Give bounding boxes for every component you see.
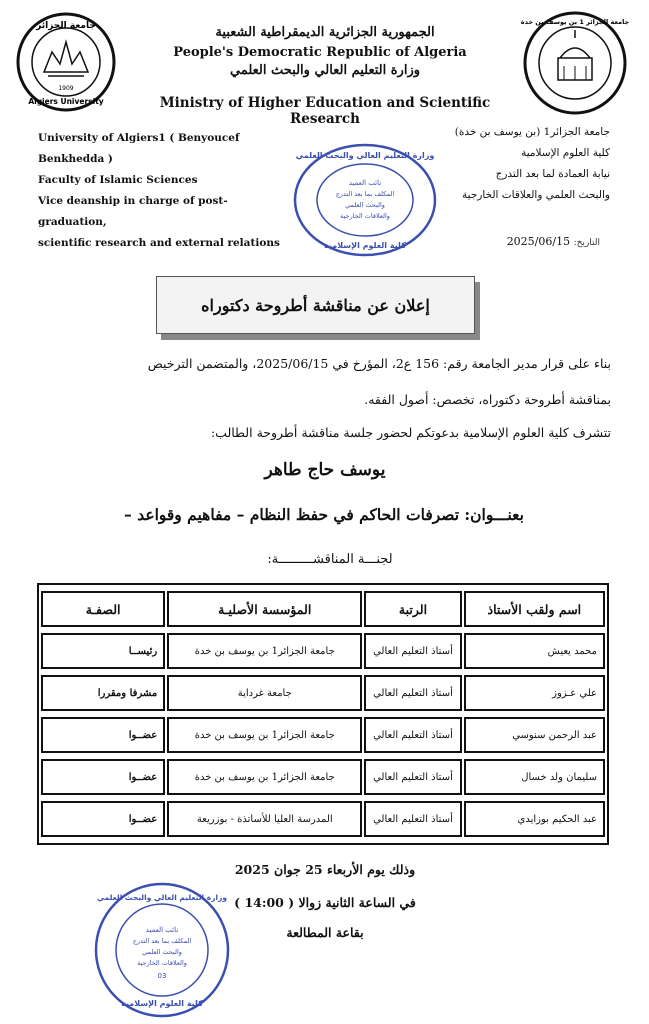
svg-text:كلية العلوم الإسلامية: كلية العلوم الإسلامية (324, 241, 406, 250)
thesis-subject: بعنـــوان: تصرفات الحاكم في حفظ النظام – مفاهيم وقواعد – (124, 505, 524, 524)
announcement-title: إعلان عن مناقشة أطروحة دكتوراه (156, 276, 475, 334)
member-name: علي عـزوز (464, 675, 605, 711)
vice-deanship-ar-2: والبحث العلمي والعلاقات الخارجية (461, 189, 610, 201)
member-role: عضــوا (41, 759, 165, 795)
table-row (41, 759, 605, 795)
table-row (41, 717, 605, 753)
svg-text:جامعة الجزائر: جامعة الجزائر (36, 21, 96, 31)
svg-text:والبحث العلمي: والبحث العلمي (345, 201, 385, 209)
official-stamp-top (290, 140, 440, 260)
member-name: محمد يعيش (464, 633, 605, 669)
institution-block-arabic (430, 122, 610, 206)
member-rank: أستاذ التعليم العالي (364, 633, 461, 669)
republic-english: People's Democratic Republic of Algeria (173, 45, 467, 60)
svg-text:والعلاقات الخارجية: والعلاقات الخارجية (340, 212, 390, 220)
institution-block-english (38, 128, 288, 254)
vice-deanship-ar: نيابة العمادة لما بعد التدرج (495, 168, 610, 180)
header-institution: المؤسسة الأصليـة (167, 591, 362, 627)
member-rank: أستاذ التعليم العالي (364, 717, 461, 753)
vice-deanship-en-2: scientific research and external relations (38, 237, 280, 249)
defense-time: في الساعة الثانية زوالا ( 14:00 ) (234, 895, 416, 910)
member-role: مشرفا ومقررا (41, 675, 165, 711)
university-name-ar: جامعة الجزائر1 (بن يوسف بن خدة) (454, 126, 610, 138)
member-institution: جامعة الجزائر1 بن يوسف بن خدة (167, 717, 362, 753)
ministry-english: Ministry of Higher Education and Scientific Research (159, 95, 491, 127)
university-algiers1-logo (520, 10, 630, 116)
svg-text:نائب العميد: نائب العميد (348, 179, 382, 187)
member-role: عضــوا (41, 801, 165, 837)
faculty-name-ar: كلية العلوم الإسلامية (521, 147, 610, 159)
student-name: يوسف حاج طاهر (264, 460, 386, 480)
member-name: عبد الرحمن سنوسي (464, 717, 605, 753)
svg-text:جامعة الجزائر 1 بن يوسف بن خدة: جامعة الجزائر 1 بن يوسف بن خدة (520, 18, 630, 26)
defense-location: بقاعة المطالعة (286, 925, 364, 940)
table-row (41, 633, 605, 669)
member-institution: جامعة غرداية (167, 675, 362, 711)
committee-label: لجنـــة المناقشـــــــــة: (267, 552, 393, 567)
member-name: سليمان ولد خسال (464, 759, 605, 795)
table-row (41, 675, 605, 711)
header-rank: الرتبة (364, 591, 461, 627)
republic-arabic: الجمهورية الجزائرية الديمقراطية الشعبية (215, 25, 435, 40)
vice-deanship-en: Vice deanship in charge of post-graduation, (38, 195, 228, 228)
defense-date: وذلك يوم الأربعاء 25 جوان 2025 (234, 862, 416, 877)
table-row (41, 801, 605, 837)
member-name: عبد الحكيم بوزايدي (464, 801, 605, 837)
member-institution: جامعة الجزائر1 بن يوسف بن خدة (167, 759, 362, 795)
svg-text:نائب العميد: نائب العميد (145, 926, 179, 934)
ministry-arabic: وزارة التعليم العالي والبحث العلمي (229, 63, 421, 78)
svg-text:1909: 1909 (58, 85, 74, 92)
header-role: الصفـة (41, 591, 165, 627)
member-institution: المدرسة العليا للأساتذة - بوزريعة (167, 801, 362, 837)
faculty-name-en: Faculty of Islamic Sciences (38, 174, 198, 186)
member-rank: أستاذ التعليم العالي (364, 801, 461, 837)
table-header-row (41, 591, 605, 627)
svg-text:المكلف بما بعد التدرج: المكلف بما بعد التدرج (335, 190, 395, 198)
svg-text:كلية العلوم الإسلامية: كلية العلوم الإسلامية (121, 999, 203, 1008)
date-label: التاريخ: (573, 238, 600, 248)
svg-text:والبحث العلمي: والبحث العلمي (142, 948, 182, 956)
university-name-en: University of Algiers1 ( Benyoucef Benkhedda ) (38, 132, 240, 165)
official-stamp-bottom (92, 880, 232, 1020)
member-rank: أستاذ التعليم العالي (364, 759, 461, 795)
svg-text:المكلف بما بعد التدرج: المكلف بما بعد التدرج (132, 937, 192, 945)
member-role: رئيســا (41, 633, 165, 669)
specialty-paragraph: بمناقشة أطروحة دكتوراه، تخصص: أصول الفقه. (364, 392, 611, 407)
header-name: اسم ولقب الأستاذ (464, 591, 605, 627)
committee-table (37, 583, 609, 845)
member-institution: جامعة الجزائر1 بن يوسف بن خدة (167, 633, 362, 669)
member-role: عضــوا (41, 717, 165, 753)
decision-paragraph: بناء على قرار مدير الجامعة رقم: 156 ع2، المؤرخ في 2025/06/15، والمتضمن الترخيص (147, 356, 611, 371)
svg-text:Algiers University: Algiers University (28, 97, 104, 106)
invitation-paragraph: تتشرف كلية العلوم الإسلامية بدعوتكم لحضور جلسة مناقشة أطروحة الطالب: (210, 425, 611, 440)
svg-text:وزارة التعليم العالي والبحث ال: وزارة التعليم العالي والبحث العلمي (295, 151, 435, 160)
svg-text:03: 03 (157, 972, 167, 980)
member-rank: أستاذ التعليم العالي (364, 675, 461, 711)
document-date (440, 235, 600, 248)
svg-text:وزارة التعليم العالي والبحث ال: وزارة التعليم العالي والبحث العلمي (96, 893, 228, 902)
algiers-university-logo (14, 12, 118, 112)
svg-text:والعلاقات الخارجية: والعلاقات الخارجية (137, 959, 187, 967)
date-value: 2025/06/15 (506, 235, 571, 248)
